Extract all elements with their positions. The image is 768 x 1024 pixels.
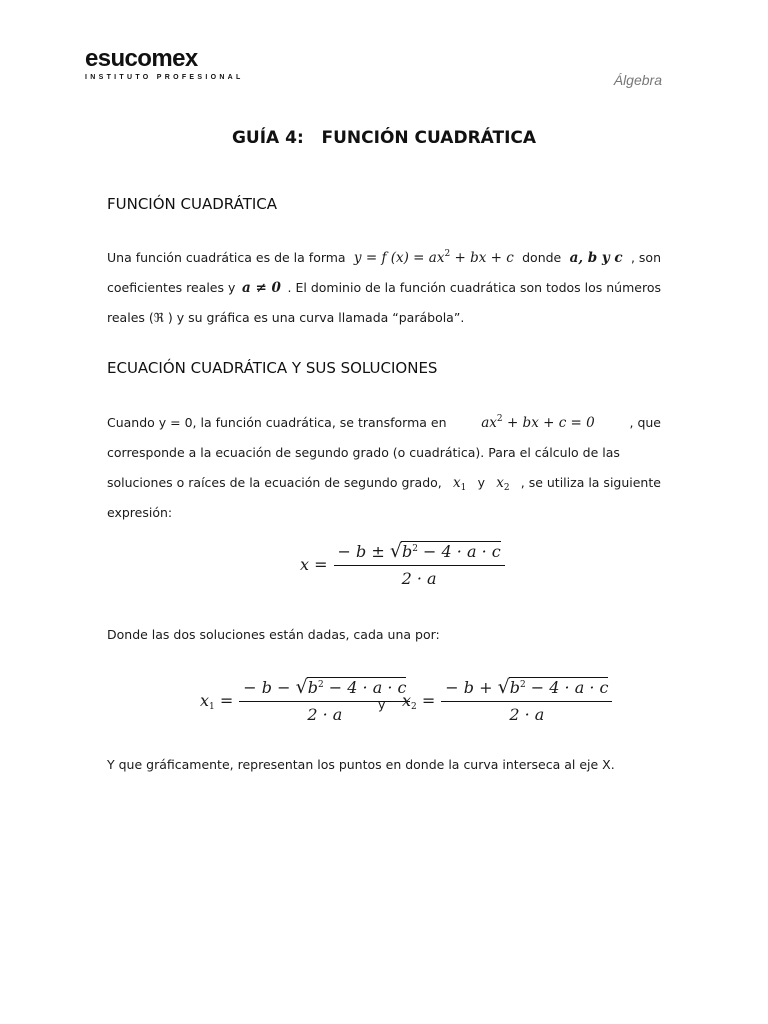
x2-numerator: − $b + √b^2 - 4 \cdot a \cdot c$ [441, 676, 612, 702]
formula-fraction [334, 540, 505, 588]
paragraph-grafica [107, 750, 661, 780]
x2-denominator: 2 · a [509, 705, 545, 724]
connector-y: y [378, 697, 386, 712]
text-line [107, 408, 661, 438]
text-span: donde [522, 250, 562, 265]
x1-symbol: $x_1$ [452, 475, 467, 493]
x2-lhs: $x_2$ = [402, 690, 436, 712]
text-line [107, 303, 661, 333]
section-heading-ecuacion: ECUACIÓN CUADRÁTICA Y SUS SOLUCIONES [107, 359, 438, 377]
text-span: . El dominio de la función cuadrática son todos los números [287, 280, 661, 295]
text-line [107, 620, 661, 650]
text-line [107, 750, 661, 780]
x1-denominator: 2 · a [307, 705, 343, 724]
x1-numerator: − $b - √b^2 - 4 \cdot a \cdot c$ [239, 676, 410, 702]
logo-subtitle: INSTITUTO PROFESIONAL [85, 74, 244, 81]
formula-lhs: x = [300, 554, 328, 574]
text-line [107, 273, 661, 303]
text-span: y [477, 475, 485, 490]
logo [85, 45, 244, 81]
x2-fraction [441, 676, 612, 724]
paragraph-definition [107, 243, 661, 333]
text-line [107, 438, 661, 468]
equation-inline: $ax^2$ + bx + c = 0 [481, 414, 595, 431]
text-line [107, 468, 661, 498]
formula-inline: y = f $(x) = ax^2$ + bx + c [353, 249, 514, 266]
formula-numerator: − $b \pm √b^2 - 4 \cdot a \cdot c$ [334, 540, 505, 566]
condition-label: a ≠ 0 [242, 280, 281, 296]
text-line [107, 498, 661, 528]
quadratic-formula [300, 540, 505, 588]
text-span: Cuando y = 0, la función cuadrática, se transforma en [107, 415, 447, 430]
text-span: corresponde a la ecuación de segundo grado (o cuadrática). Para el cálculo de las [107, 445, 620, 460]
x2-formula [402, 676, 612, 724]
x1-lhs: $x_1$ = [200, 690, 234, 712]
formula-denominator: 2 · a [401, 569, 437, 588]
text-line [107, 243, 661, 273]
subject-label: Álgebra [613, 72, 662, 88]
page-title: GUÍA 4: FUNCIÓN CUADRÁTICA [231, 128, 537, 148]
section-heading-funcion: FUNCIÓN CUADRÁTICA [107, 195, 278, 213]
x2-symbol: $x_2$ [496, 475, 510, 493]
text-span: reales (ℜ ) y su gráfica es una curva llamada “parábola”. [107, 310, 465, 325]
coefficients-label: a, b y c [569, 250, 623, 266]
text-span: Y que gráficamente, representan los puntos en donde la curva interseca al eje X. [107, 757, 615, 772]
paragraph-ecuacion [107, 408, 661, 528]
text-span: , que [629, 415, 661, 430]
text-span: coeficientes reales y [107, 280, 236, 295]
text-span: , se utiliza la siguiente [520, 475, 661, 490]
text-span: Donde las dos soluciones están dadas, cada una por: [107, 627, 440, 642]
text-span: expresión: [107, 505, 173, 520]
text-span: soluciones o raíces de la ecuación de segundo grado, [107, 475, 442, 490]
paragraph-soluciones [107, 620, 661, 650]
text-span: Una función cuadrática es de la forma [107, 250, 346, 265]
logo-wordmark: esucomex [85, 45, 198, 72]
text-span: , son [630, 250, 661, 265]
